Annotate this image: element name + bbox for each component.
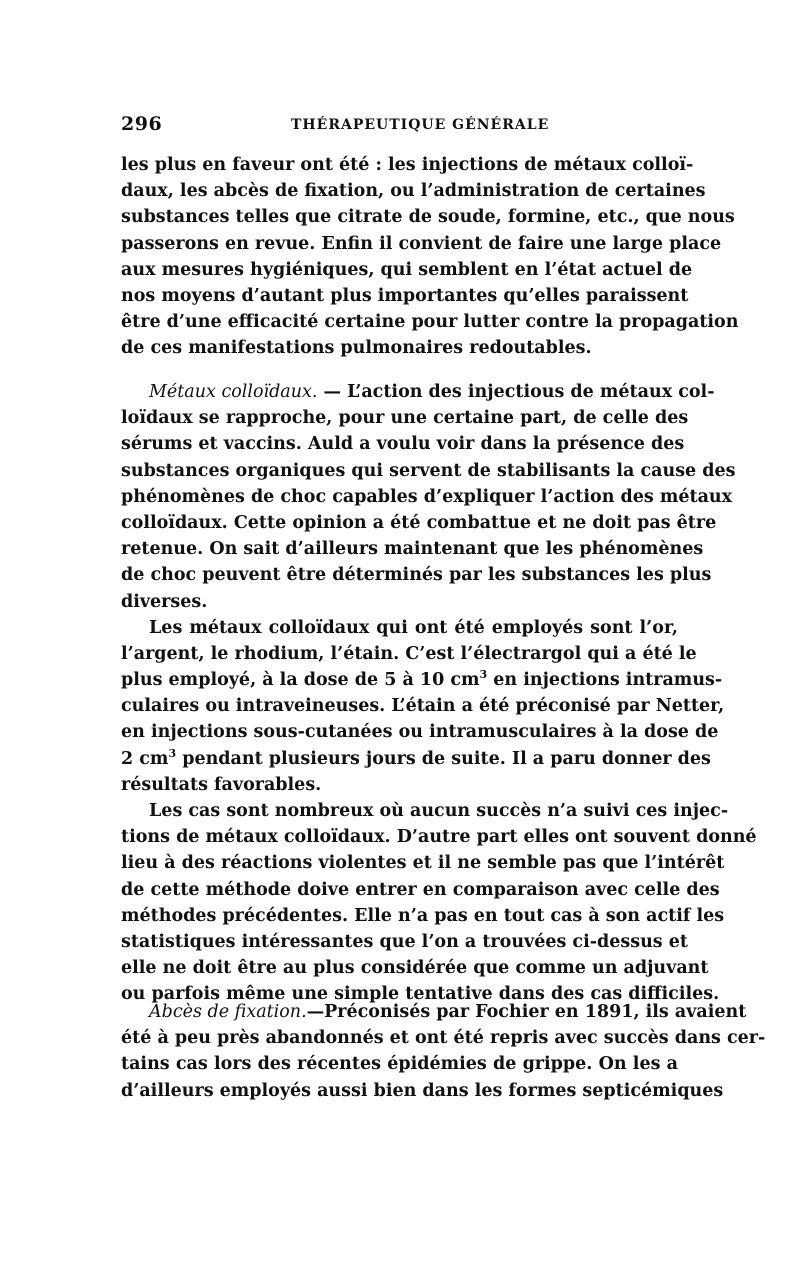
text-line: substances organiques qui servent de stabilisants la cause des: [121, 460, 736, 481]
section-abces-de-fixation: [121, 999, 766, 1104]
section-heading: Métaux colloïdaux.: [149, 382, 318, 402]
text-line: en injections sous-cutanées ou intramusculaires à la dose de: [121, 722, 719, 743]
paragraph-intro: [121, 152, 739, 362]
text-run: en injections intramus-: [487, 670, 723, 691]
text-run: —Préconisés par Fochier en 1891, ils avaient: [306, 1002, 747, 1022]
text-line: loïdaux se rapproche, pour une certaine part, de celle des: [121, 408, 689, 429]
text-run: — L’action des injectious de métaux col-: [317, 382, 715, 402]
text-line: Les métaux colloïdaux qui ont été employés sont l’or,: [149, 617, 678, 638]
text-line: Les cas sont nombreux où aucun succès n’a suivi ces injec-: [149, 801, 729, 821]
text-run: pendant plusieurs jours de suite. Il a paru donner des: [176, 748, 711, 769]
page-number: 296: [121, 113, 163, 135]
text-line: substances telles que citrate de soude, formine, etc., que nous: [121, 207, 735, 228]
section-first-line: [121, 379, 715, 405]
text-run: plus employé, à la dose de 5 à 10 cm: [121, 670, 480, 691]
text-line: les plus en faveur ont été : les injections de métaux colloï-: [121, 155, 694, 175]
text-line: d’ailleurs employés aussi bien dans les formes septicémiques: [121, 1080, 724, 1101]
superscript: 3: [479, 668, 488, 682]
running-title: THÉRAPEUTIQUE GÉNÉRALE: [291, 117, 550, 133]
section-first-line: [121, 999, 747, 1025]
text-line: culaires ou intraveineuses. L’étain a été préconisé par Netter,: [121, 696, 725, 717]
text-line: de cette méthode doive entrer en comparaison avec celle des: [121, 879, 720, 900]
text-line: elle ne doit être au plus considérée que comme un adjuvant: [121, 958, 709, 979]
text-line: aux mesures hygiéniques, qui semblent en l’état actuel de: [121, 259, 693, 280]
text-run: 2 cm: [121, 748, 169, 769]
text-line: passerons en revue. Enfin il convient de faire une large place: [121, 233, 722, 254]
text-line: été à peu près abandonnés et ont été repris avec succès dans cer-: [121, 1028, 766, 1049]
text-line: ou parfois même une simple tentative dans des cas difficiles.: [121, 984, 720, 1005]
text-line: colloïdaux. Cette opinion a été combattue et ne doit pas être: [121, 512, 717, 533]
text-line: tains cas lors des récentes épidémies de grippe. On les a: [121, 1054, 678, 1075]
text-line: statistiques intéressantes que l’on a trouvées ci-dessus et: [121, 931, 688, 952]
text-line: de choc peuvent être déterminés par les substances les plus: [121, 565, 712, 586]
superscript: 3: [168, 746, 177, 760]
text-line: daux, les abcès de fixation, ou l’administration de certaines: [121, 181, 706, 202]
text-line: l’argent, le rhodium, l’étain. C’est l’électrargol qui a été le: [121, 643, 697, 664]
page-header: [121, 113, 678, 143]
text-line: tions de métaux colloïdaux. D’autre part elles ont souvent donné: [121, 827, 757, 848]
section-metaux-colloidaux: [121, 379, 757, 1008]
text-line: être d’une efficacité certaine pour lutter contre la propagation: [121, 312, 739, 333]
text-line: résultats favorables.: [121, 774, 322, 795]
text-line: sérums et vaccins. Auld a voulu voir dans la présence des: [121, 434, 685, 455]
text-line-with-superscript: [121, 746, 711, 772]
text-line: retenue. On sait d’ailleurs maintenant que les phénomènes: [121, 539, 704, 560]
text-line: lieu à des réactions violentes et il ne semble pas que l’intérêt: [121, 853, 725, 874]
text-line: de ces manifestations pulmonaires redoutables.: [121, 338, 592, 359]
text-line: diverses.: [121, 591, 208, 612]
text-line: nos moyens d’autant plus importantes qu’elles paraissent: [121, 285, 689, 306]
text-line: méthodes précédentes. Elle n’a pas en tout cas à son actif les: [121, 905, 725, 926]
text-line: phénomènes de choc capables d’expliquer l’action des métaux: [121, 486, 733, 507]
text-line-with-superscript: [121, 667, 723, 693]
section-heading: Abcès de fixation.: [149, 1002, 307, 1022]
